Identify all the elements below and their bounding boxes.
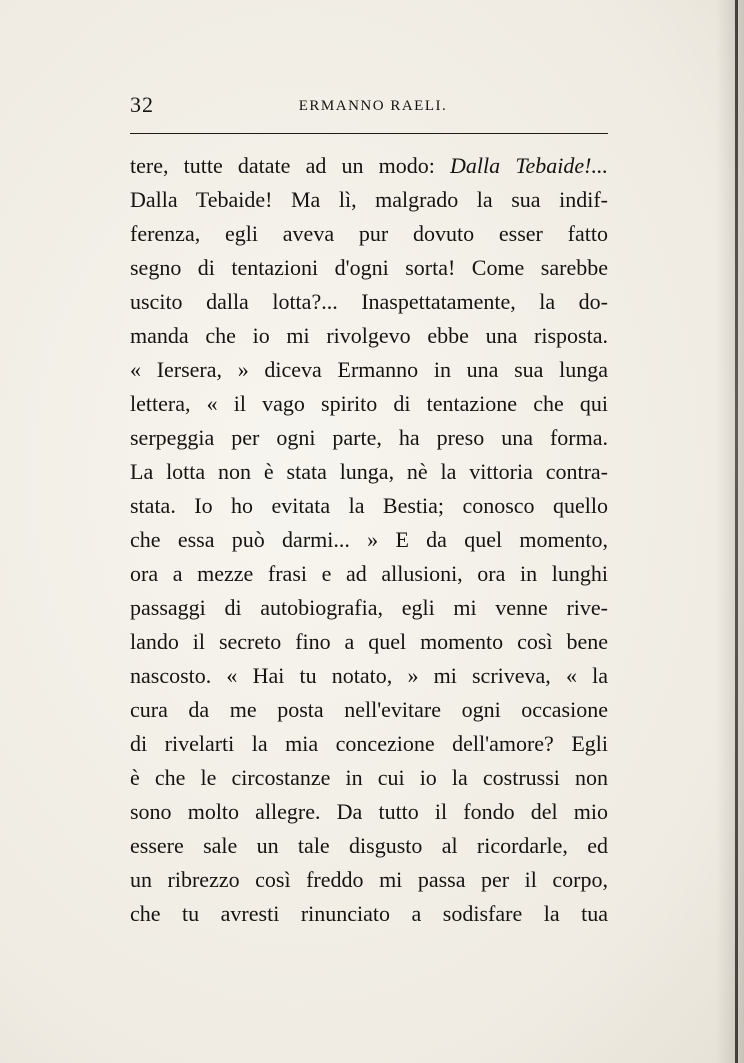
text-line: ferenza, egli aveva pur dovuto esser fatto (130, 221, 608, 246)
text-line: manda che io mi rivolgevo ebbe una risposta. (130, 323, 608, 348)
text-line-segment: tere, tutte datate ad un modo: (130, 153, 451, 178)
text-line: che essa può darmi... » E da quel momento, (130, 527, 608, 552)
text-line: ora a mezze frasi e ad allusioni, ora in lunghi (130, 561, 608, 586)
text-line (130, 149, 608, 183)
running-head: ERMANNO RAELI. (298, 98, 448, 114)
page-edge (735, 0, 738, 1063)
text-line: « Iersera, » diceva Ermanno in una sua lunga (130, 357, 608, 382)
italic-title: Dalla Tebaide!... (450, 153, 609, 178)
text-line: passaggi di autobiografia, egli mi venne rive- (130, 595, 608, 620)
text-line: è che le circostanze in cui io la costrussi non (130, 765, 608, 790)
text-line: Dalla Tebaide! Ma lì, malgrado la sua indif- (130, 187, 608, 212)
text-line: segno di tentazioni d'ogni sorta! Come sarebbe (130, 255, 608, 280)
page-header (130, 92, 608, 122)
body-text (130, 149, 608, 931)
text-line: di rivelarti la mia concezione dell'amore? Egli (130, 731, 608, 756)
text-line: che tu avresti rinunciato a sodisfare la tua (130, 901, 608, 926)
text-line: lando il secreto fino a quel momento così bene (130, 629, 608, 654)
text-line: serpeggia per ogni parte, ha preso una forma. (130, 425, 608, 450)
text-line: cura da me posta nell'evitare ogni occasione (130, 697, 608, 722)
text-line: La lotta non è stata lunga, nè la vittoria contra- (130, 459, 608, 484)
text-line: nascosto. « Hai tu notato, » mi scriveva, « la (130, 663, 608, 688)
page-edge-shadow (716, 0, 744, 1063)
text-line: un ribrezzo così freddo mi passa per il corpo, (130, 867, 608, 892)
header-rule (130, 133, 608, 134)
text-line: essere sale un tale disgusto al ricordarle, ed (130, 833, 608, 858)
text-line: sono molto allegre. Da tutto il fondo del mio (130, 799, 608, 824)
text-line: lettera, « il vago spirito di tentazione che qui (130, 391, 608, 416)
text-line: uscito dalla lotta?... Inaspettatamente, la do- (130, 289, 608, 314)
text-line: stata. Io ho evitata la Bestia; conosco quello (130, 493, 608, 518)
page-number: 32 (130, 92, 154, 117)
